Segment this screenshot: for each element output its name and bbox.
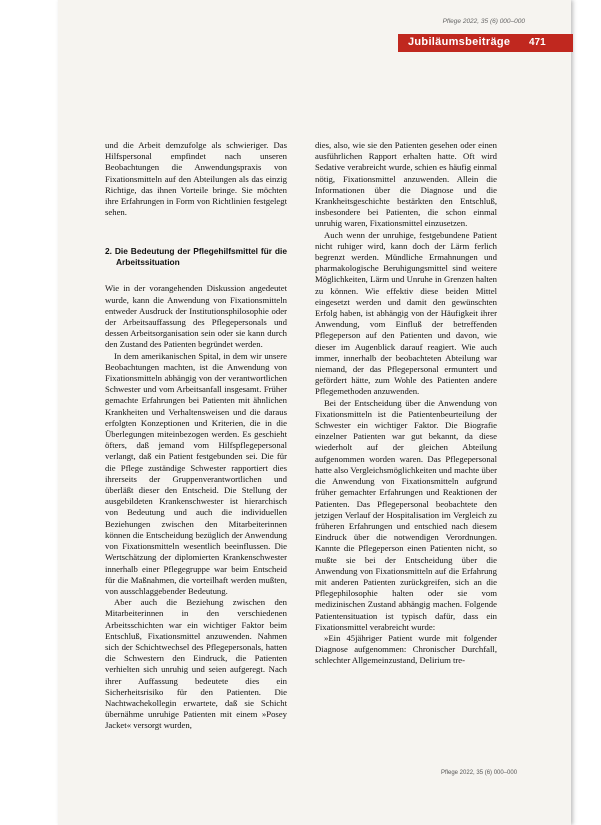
paragraph: und die Arbeit demzufolge als schwieriger. Das Hilfspersonal empfindet nach unseren Beobachtungen die Anwendungspraxis von Fixationsmitteln auf den Abteilungen als das einzig Richtige, das ihnen Vorteile bringe. Sie möchten ihre Erfahrungen in Form von Richtlinien festgelegt sehen. (105, 140, 287, 218)
paragraph: Aber auch die Beziehung zwischen den Mitarbeiterinnen in den verschiedenen Arbeitsschichten war ein wichtiger Faktor beim Entschluß, Fixationsmittel anzuwenden. Nahmen sich der Schichtwechsel des Pflegepersonals, hatten die Schwestern den Eindruck, die Patienten verhielten sich unruhig und seien aufgeregt. Nach ihrer Auffassung bedeutete dies ein Sicherheitsrisiko für den Patienten. Die Nachtwachekollegin erwartete, daß sie Schicht übernähme unruhige Patienten mit einem »Posey Jacket« versorgt wurden, (105, 597, 287, 731)
section-heading: 2. Die Bedeutung der Pflegehilfsmittel für die Arbeitssituation (105, 246, 287, 268)
page-footer: Pflege 2022, 35 (6) 000–000 (441, 770, 518, 776)
paragraph: In dem amerikanischen Spital, in dem wir unsere Beobachtungen machten, ist die Anwendung von Fixationsmitteln abhängig von der verantwortlichen Schwester und vom Arbeitsanfall insgesamt. Früher gemachte Erfahrungen bei Patienten mit ähnlichen Krankheiten und Verhaltensweisen und die daraus erfolgten Konzeptionen und Kriterien, die in die Überlegungen miteinbezogen werden. Es geschieht öfters, daß jemand vom Hilfspflegepersonal verlangt, daß ein Patient festgebunden sei. Die für die Pflege zuständige Schwester rapportiert dies ihrerseits der Gruppenverantwortlichen und überläßt dieser den Entscheid. Die Stellung der ausgebildeten Krankenschwester ist hierarchisch von Bedeutung und auch die individuellen Beziehungen zwischen den Mitarbeiterinnen können die Entscheidung bezüglich der Anwendung von Fixationsmitteln wesentlich beeinflussen. Die Wertschätzung der diplomierten Krankenschwester innerhalb einer Pflegegruppe war beim Entscheid für die Maßnahmen, die vorteilhaft werden mußten, von ausschlaggebender Bedeutung. (105, 350, 287, 596)
right-column (315, 140, 497, 667)
paragraph: Wie in der vorangehenden Diskussion angedeutet wurde, kann die Anwendung von Fixationsmitteln entweder Ausdruck der Institutionsphilosophie oder der Arbeitsauffassung des Pflegepersonals und dessen Arbeitsorganisation sein oder sie kann durch den Zustand des Patienten begründet werden. (105, 283, 287, 350)
running-head: Pflege 2022, 35 (6) 000–000 (442, 18, 525, 25)
paragraph: »Ein 45jähriger Patient wurde mit folgender Diagnose aufgenommen: Chronischer Durchfall, schlechter Allgemeinzustand, Delirium tre- (315, 632, 497, 666)
paragraph: Bei der Entscheidung über die Anwendung von Fixationsmitteln ist die Patientenbeurteilung der Schwester ein wichtiger Faktor. Die Biografie einzelner Patienten war gut bekannt, da diese wiederholt auf der gleichen Abteilung aufgenommen worden waren. Das Pflegepersonal hatte also Vergleichsmöglichkeiten und machte über die Anwendung von Fixationsmitteln aufgrund früher gemachter Erfahrungen und Reaktionen der Patienten. Das Pflegepersonal beobachtete den jetzigen Verlauf der Hospitalisation im Vergleich zu früheren Erfahrungen und entschied nach diesem Eindruck über die notwendigen Verordnungen. Kannte die Pflegeperson einen Patienten nicht, so mußte sie bei der Entscheidung über die Anwendung von Fixationsmitteln auf die Erfahrung mit anderen Patienten zurückgreifen, sich an die Pflegephilosophie halten oder sie vom medizinischen Zustand abhängig machen. Folgende Patientensituation ist typisch dafür, dass ein Fixationsmittel verabreicht wurde: (315, 397, 497, 632)
page-number: 471 (529, 37, 546, 48)
section-label: Jubiläumsbeiträge (408, 36, 511, 48)
paragraph: dies, also, wie sie den Patienten gesehen oder einen ausführlichen Rapport erhalten hatte. Oft wird Sedative verabreicht wurde, schien es häufig einmal nötig, Fixationsmittel anzuwenden. Allein die Informationen über die Diagnose und die Krankheitsgeschichte bestärkten den Entschluß, insbesondere bei Patienten, die schon einmal unruhig waren, Fixationsmittel einzusetzen. (315, 140, 497, 229)
left-column (105, 140, 287, 732)
paragraph: Auch wenn der unruhige, festgebundene Patient nicht ruhiger wird, kann doch der Lärm ferlich begrenzt werden. Mündliche Ermahnungen und pharmakologische Beruhigungsmittel sind weitere Möglichkeiten, Lärm und Unruhe in Grenzen halten zu können. Wie effektiv diese beiden Mittel eingesetzt werden und damit den gewünschten Erfolg haben, ist abhängig von der Häufigkeit ihrer Anwendung, vom Einfluß der betreffenden Pflegeperson auf den Patienten und davon, wie dieser im Augenblick darauf reagiert. Wie auch immer, innerhalb der beobachteten Abteilung war niemand, der das Pflegepersonal ermuntert und gefördert hätte, zum Wohle des Patienten andere Pflegemethoden anzuwenden. (315, 229, 497, 397)
